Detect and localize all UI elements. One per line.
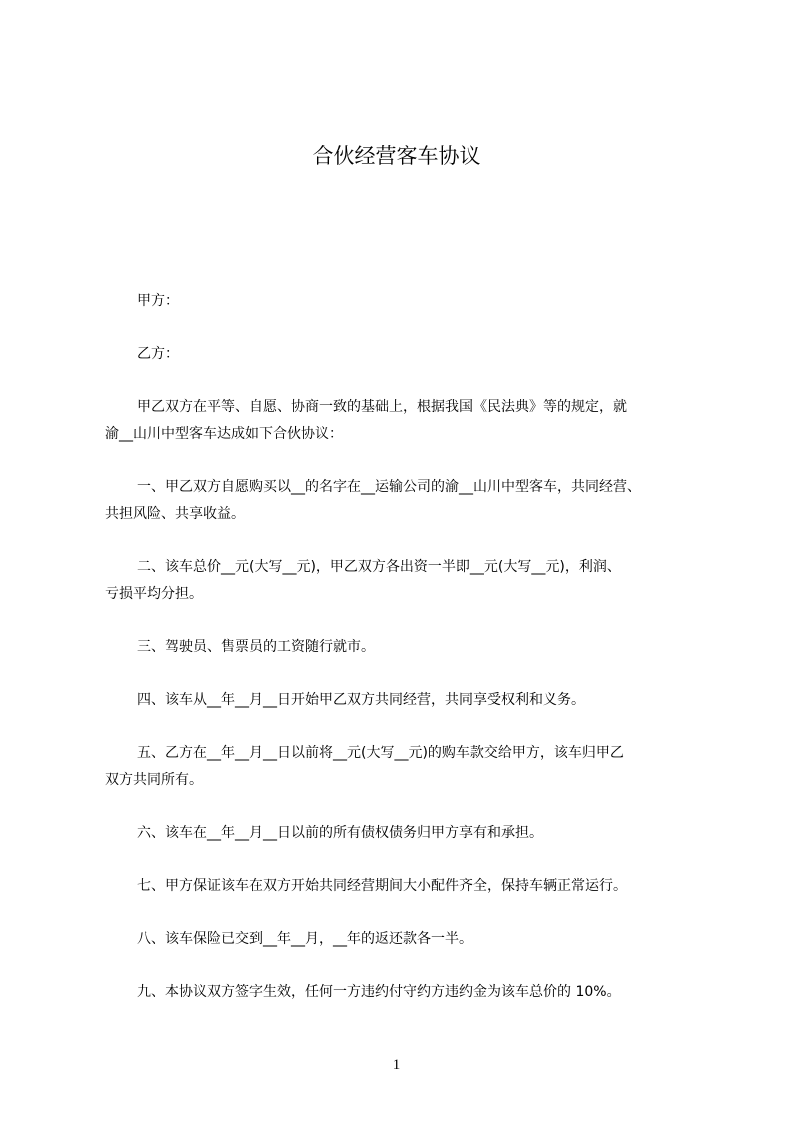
clause-2-line-1: 二、该车总价__元(大写__元)，甲乙双方各出资一半即__元(大写__元)，利润、 — [137, 559, 621, 575]
party-b-line: 乙方： — [137, 346, 179, 362]
intro-paragraph — [105, 394, 695, 448]
document-title: 合伙经营客车协议 — [312, 144, 481, 168]
intro-line-1: 甲乙双方在平等、自愿、协商一致的基础上，根据我国《民法典》等的规定，就 — [137, 399, 627, 415]
clause-2-line-2: 亏损平均分担。 — [105, 586, 203, 602]
clause-5-line-2: 双方共同所有。 — [105, 772, 203, 788]
party-a-line: 甲方： — [137, 293, 179, 309]
clause-1 — [105, 474, 695, 528]
clause-4: 四、该车从__年__月__日开始甲乙双方共同经营，共同享受权利和义务。 — [137, 692, 585, 708]
clause-1-line-2: 共担风险、共享收益。 — [105, 506, 245, 522]
clause-9: 九、本协议双方签字生效，任何一方违约付守约方违约金为该车总价的 10%。 — [137, 984, 621, 1000]
clause-6: 六、该车在__年__月__日以前的所有债权债务归甲方享有和承担。 — [137, 825, 543, 841]
clause-5-line-1: 五、乙方在__年__月__日以前将__元(大写__元)的购车款交给甲方，该车归甲乙 — [137, 745, 624, 761]
intro-line-2: 渝__山川中型客车达成如下合伙协议： — [105, 426, 343, 442]
clause-7: 七、甲方保证该车在双方开始共同经营期间大小配件齐全，保持车辆正常运行。 — [137, 878, 627, 894]
clause-1-line-1: 一、甲乙双方自愿购买以__的名字在__运输公司的渝__山川中型客车，共同经营、 — [137, 479, 641, 495]
document-body — [105, 288, 695, 1032]
clause-8: 八、该车保险已交到__年__月，__年的返还款各一半。 — [137, 931, 473, 947]
clause-2 — [105, 554, 695, 608]
clause-3: 三、驾驶员、售票员的工资随行就市。 — [137, 639, 375, 655]
clause-5 — [105, 740, 695, 794]
page-number: 1 — [392, 1057, 401, 1073]
